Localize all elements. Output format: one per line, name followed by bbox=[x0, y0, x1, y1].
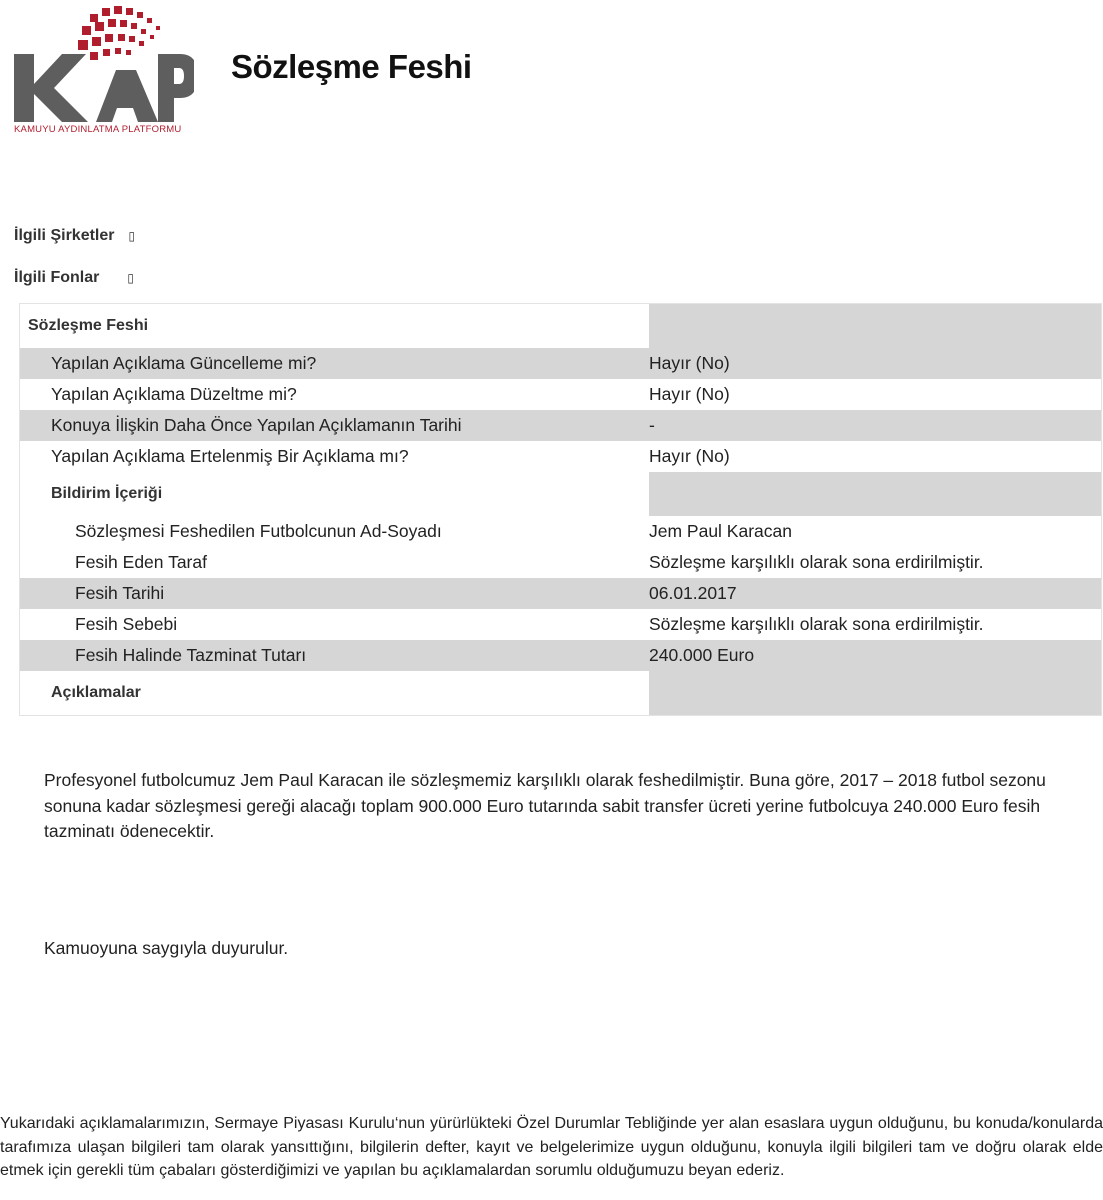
table-row bbox=[20, 516, 1101, 547]
row-value: Hayır (No) bbox=[649, 384, 730, 404]
section-header-value bbox=[649, 304, 1101, 348]
related-companies-label: İlgili Şirketler bbox=[14, 227, 115, 244]
table-row bbox=[20, 348, 1101, 379]
legal-disclaimer: Yukarıdaki açıklamalarımızın, Sermaye Piyasası Kurulu‘nun yürürlükteki Özel Durumlar Tebliğinde yer alan esaslara uygun olduğunu, bu konuda/konularda tarafımıza ulaşan bilgileri tam olarak yansıttığını, bilgilerin defter, kayıt ve belgelerimize uygun olduğunu, konuyla ilgili bilgileri tam ve doğru olarak elde etmek için gerekli tüm çabaları gösterdiğimizi ve yapılan bu açıklamalardan sorumlu olduğumuzu beyan ederiz. bbox=[0, 1115, 1103, 1179]
row-label: Konuya İlişkin Daha Önce Yapılan Açıklamanın Tarihi bbox=[51, 415, 462, 435]
table-row bbox=[20, 640, 1101, 671]
notification-title: Bildirim İçeriği bbox=[51, 485, 163, 502]
row-value: Jem Paul Karacan bbox=[649, 521, 792, 541]
row-value: Hayır (No) bbox=[649, 353, 730, 373]
related-funds-label: İlgili Fonlar bbox=[14, 269, 100, 286]
row-value: Sözleşme karşılıklı olarak sona erdirilmiştir. bbox=[649, 614, 984, 634]
row-label: Yapılan Açıklama Güncelleme mi? bbox=[51, 353, 317, 373]
table-row bbox=[20, 578, 1101, 609]
row-value: 240.000 Euro bbox=[649, 645, 755, 665]
row-label: Yapılan Açıklama Düzeltme mi? bbox=[51, 384, 297, 404]
row-label: Fesih Tarihi bbox=[75, 583, 165, 603]
table-row bbox=[20, 547, 1101, 578]
notification-header-row bbox=[20, 472, 1101, 516]
row-label: Yapılan Açıklama Ertelenmiş Bir Açıklama mı? bbox=[51, 446, 409, 466]
explanations-header-value bbox=[649, 671, 1101, 715]
caret-down-icon: ▯ bbox=[127, 271, 134, 285]
notification-header-value bbox=[649, 472, 1101, 516]
row-value: Sözleşme karşılıklı olarak sona erdirilmiştir. bbox=[649, 552, 984, 572]
explanation-body: Profesyonel futbolcumuz Jem Paul Karacan ile sözleşmemiz karşılıklı olarak feshedilmiştir. Buna göre, 2017 – 2018 futbol sezonu sonuna kadar sözleşmesi gereği alacağı toplam 900.000 Euro tutarında sabit transfer ücreti yerine futbolcuya 240.000 Euro fesih tazminatı ödenecektir. bbox=[44, 770, 1046, 841]
kap-logo-mark bbox=[12, 4, 194, 126]
logo-subtitle: KAMUYU AYDINLATMA PLATFORMU bbox=[14, 124, 182, 135]
row-value: - bbox=[649, 415, 655, 435]
row-label: Fesih Halinde Tazminat Tutarı bbox=[75, 645, 307, 665]
table-row bbox=[20, 410, 1101, 441]
related-funds-toggle[interactable] bbox=[14, 269, 134, 287]
row-value: Hayır (No) bbox=[649, 446, 730, 466]
row-value: 06.01.2017 bbox=[649, 583, 737, 603]
explanations-title: Açıklamalar bbox=[51, 684, 141, 701]
related-companies-toggle[interactable] bbox=[14, 227, 135, 245]
table-row bbox=[20, 379, 1101, 410]
table-row bbox=[20, 441, 1101, 472]
section-header-row bbox=[20, 304, 1101, 348]
row-label: Sözleşmesi Feshedilen Futbolcunun Ad-Soyadı bbox=[75, 521, 442, 541]
table-row bbox=[20, 609, 1101, 640]
explanations-header-row bbox=[20, 671, 1101, 715]
row-label: Fesih Sebebi bbox=[75, 614, 178, 634]
section-title: Sözleşme Feshi bbox=[28, 317, 149, 334]
row-label: Fesih Eden Taraf bbox=[75, 552, 207, 572]
kap-logo bbox=[12, 4, 194, 140]
disclosure-table bbox=[19, 303, 1102, 716]
caret-down-icon: ▯ bbox=[128, 229, 136, 243]
page-title: Sözleşme Feshi bbox=[231, 48, 472, 85]
closing-statement: Kamuoyuna saygıyla duyurulur. bbox=[44, 938, 289, 958]
